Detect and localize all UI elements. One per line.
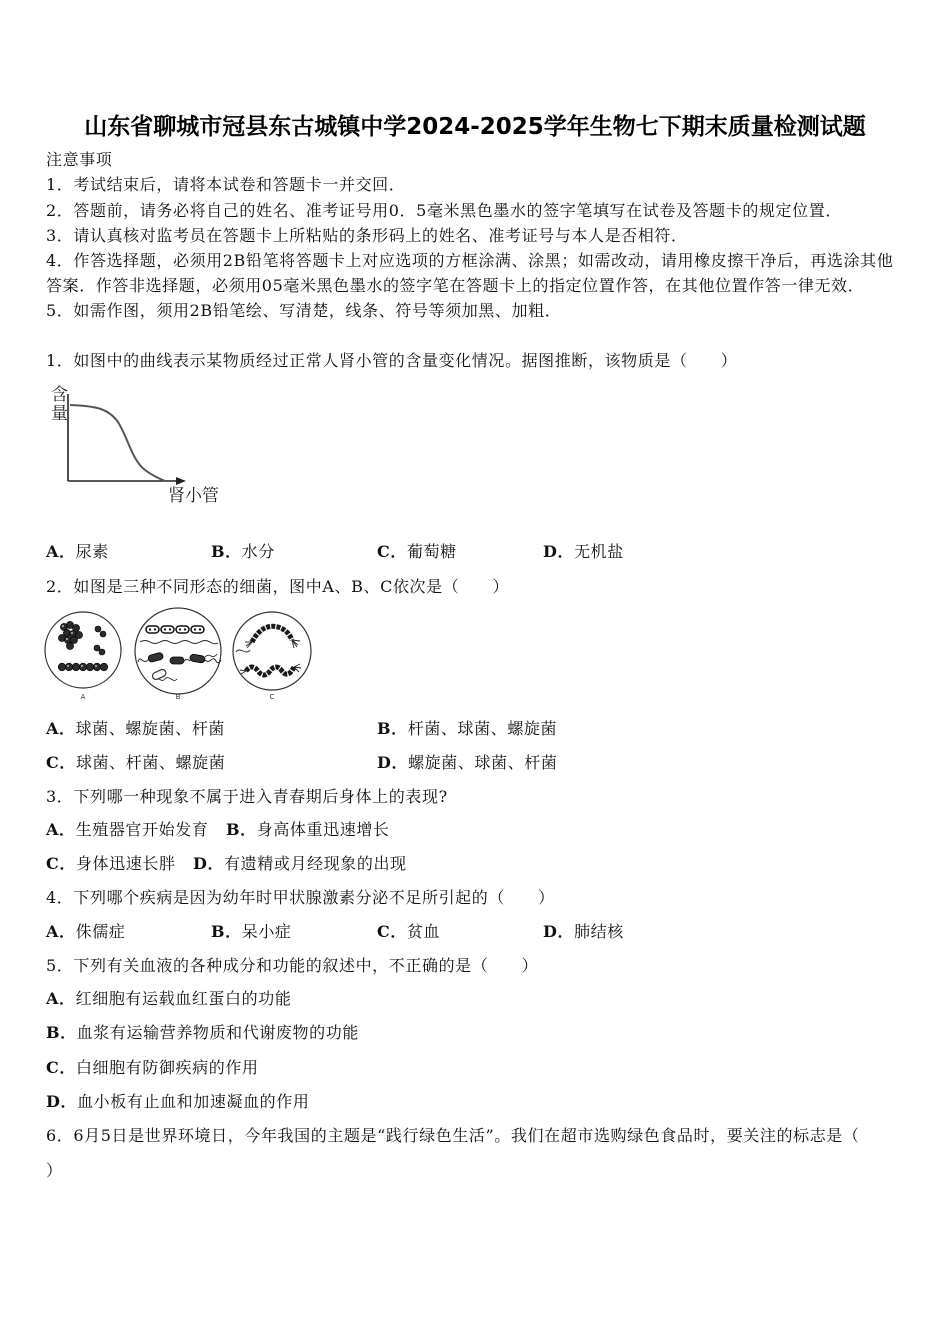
q5-option-c xyxy=(46,1058,259,1078)
exam-title: 山东省聊城市冠县东古城镇中学2024-2025学年生物七下期末质量检测试题 xyxy=(84,114,866,140)
option-text: 白细胞有防御疾病的作用 xyxy=(75,1058,259,1077)
option-text: 侏儒症 xyxy=(75,922,126,941)
option-text: 肺结核 xyxy=(574,922,624,941)
q2-option-d xyxy=(377,753,557,773)
panel-label-a: A xyxy=(80,693,86,701)
option-text: 葡萄糖 xyxy=(406,542,457,561)
notice-line: 5．如需作图，须用2B铅笔绘、写清楚，线条、符号等须加黑、加粗． xyxy=(46,301,562,320)
option-letter: A． xyxy=(46,820,76,839)
q4-option-b xyxy=(211,922,292,942)
x-axis-arrow xyxy=(176,477,186,485)
question-4-stem: 4．下列哪个疾病是因为幼年时甲状腺激素分泌不足所引起的（ ） xyxy=(46,888,555,907)
option-text: 血浆有运输营养物质和代谢废物的功能 xyxy=(76,1023,359,1042)
q4-option-c xyxy=(377,922,440,942)
panel-a-cocci xyxy=(45,612,121,688)
option-text: 螺旋菌、球菌、杆菌 xyxy=(408,753,558,772)
q2-option-b xyxy=(377,719,557,739)
option-text: 球菌、螺旋菌、杆菌 xyxy=(75,719,226,738)
notice-line: 2．答题前，请务必将自己的姓名、准考证号用0．5毫米黑色墨水的签字笔填写在试卷及答题卡的规定位置． xyxy=(46,201,842,220)
q5-option-d xyxy=(46,1092,309,1112)
question-5-stem: 5．下列有关血液的各种成分和功能的叙述中，不正确的是（ ） xyxy=(46,956,539,975)
notice-line: 答案．作答非选择题，必须用05毫米黑色墨水的签字笔在答题卡上的指定位置作答，在其他位置作答一律无效． xyxy=(46,276,865,295)
x-axis-label: 肾小管 xyxy=(168,486,219,506)
q3-option-c xyxy=(46,854,176,874)
option-letter: C． xyxy=(46,854,76,873)
q1-option-c xyxy=(377,542,457,562)
y-axis-label: 含量 xyxy=(47,385,67,423)
concentration-curve xyxy=(70,405,165,481)
option-letter: B． xyxy=(46,1023,77,1042)
q4-option-d xyxy=(543,922,624,942)
option-letter: A． xyxy=(46,989,76,1008)
option-letter: C． xyxy=(377,922,407,941)
option-letter: D． xyxy=(543,922,575,941)
option-letter: C． xyxy=(377,542,407,561)
option-letter: B． xyxy=(211,542,242,561)
question-6-stem-continued: ） xyxy=(46,1161,63,1180)
q5-option-a xyxy=(46,989,291,1009)
option-letter: D． xyxy=(543,542,575,561)
option-letter: D． xyxy=(46,1092,78,1111)
question-2-stem: 2．如图是三种不同形态的细菌，图中A、B、C依次是（ ） xyxy=(46,577,510,596)
panel-b-bacilli xyxy=(135,608,221,694)
question-3-stem: 3．下列哪一种现象不属于进入青春期后身体上的表现? xyxy=(46,787,448,806)
option-letter: B． xyxy=(211,922,242,941)
notice-heading: 注意事项 xyxy=(46,150,113,169)
option-text: 有遗精或月经现象的出现 xyxy=(224,854,407,873)
option-text: 无机盐 xyxy=(574,542,624,561)
option-letter: C． xyxy=(46,753,76,772)
q3-option-b xyxy=(226,820,390,840)
q4-option-a xyxy=(46,922,125,942)
option-text: 贫血 xyxy=(406,922,441,941)
q1-option-a xyxy=(46,542,109,562)
kidney-tubule-curve-figure xyxy=(40,380,240,510)
question-1-stem: 1．如图中的曲线表示某物质经过正常人肾小管的含量变化情况。据图推断，该物质是（ ） xyxy=(46,351,738,370)
option-text: 生殖器官开始发育 xyxy=(75,820,209,839)
option-letter: D． xyxy=(377,753,409,772)
panel-c-spirilla xyxy=(233,612,311,690)
option-letter: D． xyxy=(193,854,225,873)
panel-label-c: C xyxy=(269,693,275,701)
option-text: 身高体重迅速增长 xyxy=(256,820,390,839)
q3-option-d xyxy=(193,854,407,874)
option-text: 球菌、杆菌、螺旋菌 xyxy=(75,753,226,772)
q2-option-a xyxy=(46,719,225,739)
option-letter: A． xyxy=(46,922,76,941)
option-letter: A． xyxy=(46,719,76,738)
q3-option-a xyxy=(46,820,208,840)
option-letter: A． xyxy=(46,542,76,561)
option-text: 血小板有止血和加速凝血的作用 xyxy=(77,1092,310,1111)
q5-option-b xyxy=(46,1023,359,1043)
option-letter: B． xyxy=(226,820,257,839)
question-6-stem: 6．6月5日是世界环境日，今年我国的主题是“践行绿色生活”。我们在超市选购绿色食品时，要关注的标志是（ xyxy=(46,1126,860,1145)
notice-line: 4．作答选择题，必须用2B铅笔将答题卡上对应选项的方框涂满、涂黑；如需改动，请用橡皮擦干净后，再选涂其他 xyxy=(46,251,894,270)
option-text: 水分 xyxy=(241,542,275,561)
q1-option-b xyxy=(211,542,275,562)
panel-label-b: B xyxy=(175,693,181,701)
option-letter: C． xyxy=(46,1058,76,1077)
option-text: 呆小症 xyxy=(241,922,292,941)
notice-line: 3．请认真核对监考员在答题卡上所粘贴的条形码上的姓名、准考证号与本人是否相符． xyxy=(46,226,688,245)
q1-option-d xyxy=(543,542,624,562)
option-letter: B． xyxy=(377,719,408,738)
bacteria-shapes-figure xyxy=(40,605,320,705)
option-text: 尿素 xyxy=(75,542,109,561)
q2-option-c xyxy=(46,753,225,773)
option-text: 杆菌、球菌、螺旋菌 xyxy=(407,719,558,738)
option-text: 红细胞有运载血红蛋白的功能 xyxy=(75,989,292,1008)
bacteria-drawing xyxy=(40,605,320,705)
option-text: 身体迅速长胖 xyxy=(75,854,176,873)
notice-line: 1．考试结束后，请将本试卷和答题卡一并交回． xyxy=(46,175,406,194)
